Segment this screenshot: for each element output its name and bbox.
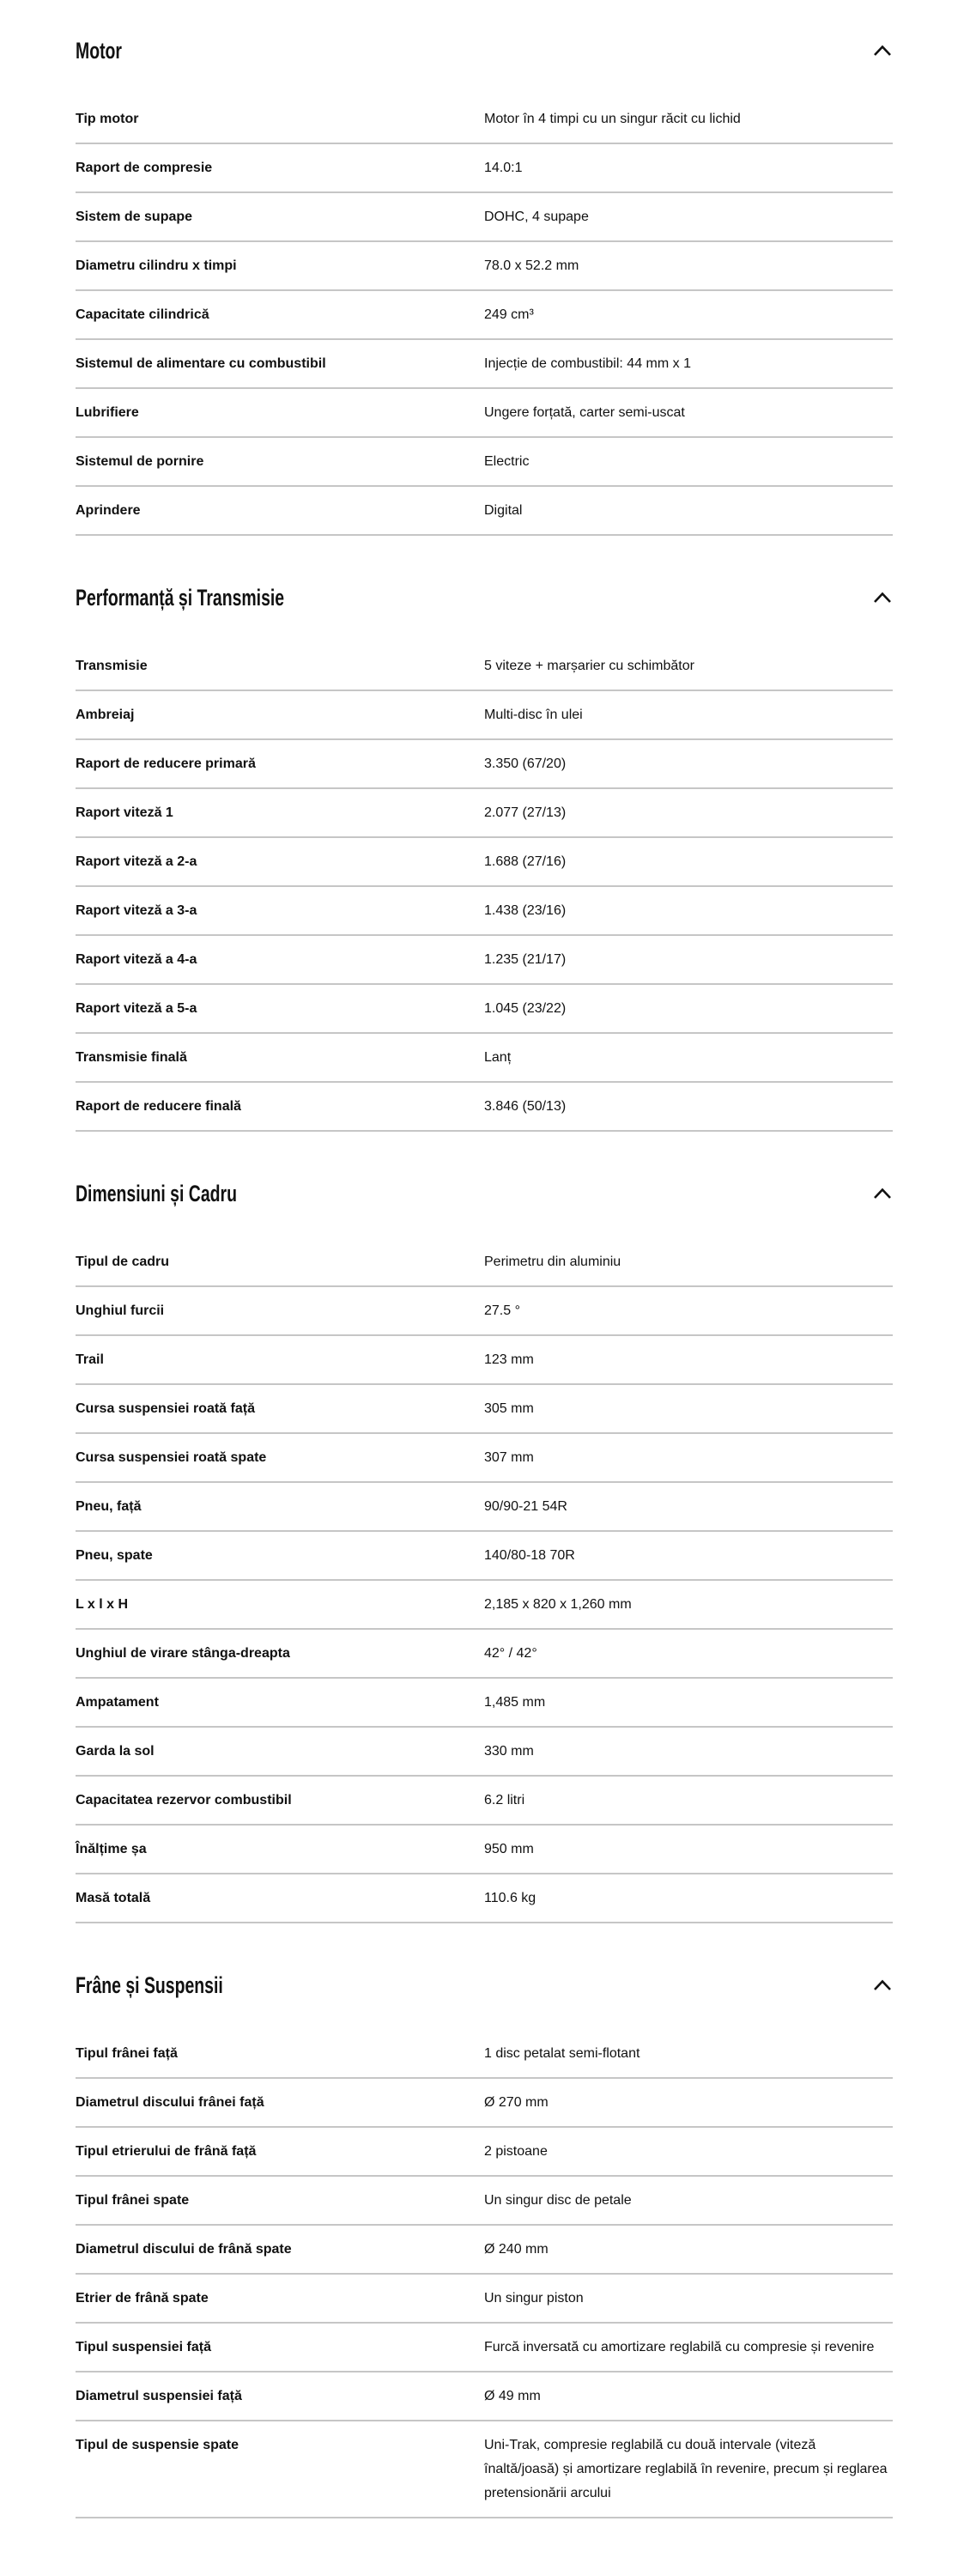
spec-label: Tipul suspensiei față [76, 2340, 211, 2354]
table-row [76, 1336, 893, 1385]
spec-section [76, 1973, 893, 2518]
spec-value: 6.2 litri [484, 1793, 525, 1807]
spec-value: 1.688 (27/16) [484, 854, 567, 869]
spec-label: Ambreiaj [76, 708, 135, 722]
spec-section [76, 1182, 893, 1923]
spec-label: Capacitate cilindrică [76, 307, 209, 322]
spec-value: 90/90-21 54R [484, 1499, 567, 1514]
section-header[interactable] [76, 1182, 893, 1206]
spec-label: Înălțime șa [76, 1842, 147, 1856]
spec-value: 1 disc petalat semi-flotant [484, 2046, 640, 2061]
spec-value: 123 mm [484, 1352, 534, 1367]
spec-value: Multi-disc în ulei [484, 708, 583, 722]
spec-label: Tipul frânei spate [76, 2193, 190, 2208]
spec-section [76, 39, 893, 536]
section-header[interactable] [76, 1973, 893, 1997]
table-row [76, 740, 893, 789]
spec-value: Uni-Trak, compresie reglabilă cu două intervale (viteză înaltă/joasă) și amortizare reglabilă în revenire, precum și reglarea pretensionării arcului [484, 2438, 888, 2500]
spec-label: Masă totală [76, 1891, 151, 1905]
spec-value: Un singur disc de petale [484, 2193, 632, 2208]
table-row [76, 1434, 893, 1483]
table-row [76, 2324, 893, 2372]
spec-label: Ampatament [76, 1695, 159, 1710]
spec-label: Pneu, spate [76, 1548, 153, 1563]
table-row [76, 1034, 893, 1083]
chevron-up-icon[interactable] [872, 44, 893, 58]
spec-value: Digital [484, 503, 523, 518]
spec-value: 1,485 mm [484, 1695, 546, 1710]
spec-value: 307 mm [484, 1450, 534, 1465]
section-title: Frâne și Suspensii [76, 1972, 223, 1998]
spec-label: Raport de compresie [76, 161, 213, 175]
spec-value: 5 viteze + marșarier cu schimbător [484, 659, 694, 673]
table-row [76, 389, 893, 438]
table-row [76, 1483, 893, 1532]
table-row [76, 291, 893, 340]
table-row [76, 487, 893, 536]
spec-label: Sistemul de pornire [76, 454, 204, 469]
table-row [76, 2177, 893, 2226]
table-row [76, 2421, 893, 2518]
spec-value: Electric [484, 454, 530, 469]
spec-value: 1.045 (23/22) [484, 1001, 567, 1016]
spec-label: Raport de reducere primară [76, 756, 256, 771]
table-row [76, 2226, 893, 2275]
spec-label: Diametru cilindru x timpi [76, 258, 237, 273]
table-row [76, 2030, 893, 2079]
table-row [76, 1777, 893, 1826]
table-row [76, 1874, 893, 1923]
spec-value: Un singur piston [484, 2291, 584, 2306]
table-row [76, 691, 893, 740]
section-header[interactable] [76, 586, 893, 610]
spec-value: 110.6 kg [484, 1891, 536, 1905]
table-row [76, 1532, 893, 1581]
section-rows [76, 95, 893, 536]
table-row [76, 438, 893, 487]
spec-value: 3.350 (67/20) [484, 756, 567, 771]
table-row [76, 1581, 893, 1630]
spec-value: Motor în 4 timpi cu un singur răcit cu lichid [484, 112, 741, 126]
table-row [76, 1679, 893, 1728]
spec-value: 950 mm [484, 1842, 534, 1856]
spec-label: Lubrifiere [76, 405, 139, 420]
spec-label: Garda la sol [76, 1744, 155, 1759]
table-row [76, 1826, 893, 1874]
spec-label: Tipul de suspensie spate [76, 2438, 239, 2452]
spec-value: DOHC, 4 supape [484, 210, 589, 224]
spec-label: Raport viteză a 4-a [76, 952, 197, 967]
spec-label: Tip motor [76, 112, 139, 126]
spec-value: 14.0:1 [484, 161, 523, 175]
spec-label: Transmisie finală [76, 1050, 187, 1065]
spec-value: Ungere forțată, carter semi-uscat [484, 405, 685, 420]
spec-label: Diametrul discului frânei față [76, 2095, 264, 2110]
spec-value: Injecție de combustibil: 44 mm x 1 [484, 356, 691, 371]
table-row [76, 95, 893, 144]
spec-label: Cursa suspensiei roată față [76, 1401, 255, 1416]
table-row [76, 2128, 893, 2177]
spec-label: Raport viteză a 5-a [76, 1001, 197, 1016]
table-row [76, 144, 893, 193]
chevron-up-icon[interactable] [872, 1978, 893, 1992]
table-row [76, 2275, 893, 2324]
spec-label: Raport viteză a 3-a [76, 903, 197, 918]
spec-label: Pneu, față [76, 1499, 142, 1514]
spec-label: Diametrul suspensiei față [76, 2389, 242, 2403]
table-row [76, 887, 893, 936]
spec-label: Sistem de supape [76, 210, 193, 224]
table-row [76, 1083, 893, 1132]
spec-value: 249 cm³ [484, 307, 534, 322]
spec-value: 140/80-18 70R [484, 1548, 575, 1563]
spec-label: Tipul de cadru [76, 1255, 170, 1269]
spec-label: Aprindere [76, 503, 141, 518]
table-row [76, 1728, 893, 1777]
spec-label: Raport viteză 1 [76, 805, 173, 820]
spec-label: Diametrul discului de frână spate [76, 2242, 292, 2257]
table-row [76, 1287, 893, 1336]
spec-value: Furcă inversată cu amortizare reglabilă cu compresie și revenire [484, 2340, 875, 2354]
table-row [76, 1630, 893, 1679]
spec-value: 42° / 42° [484, 1646, 537, 1661]
spec-label: Sistemul de alimentare cu combustibil [76, 356, 326, 371]
spec-value: 2,185 x 820 x 1,260 mm [484, 1597, 632, 1612]
table-row [76, 2372, 893, 2421]
spec-value: 330 mm [484, 1744, 534, 1759]
spec-label: Unghiul furcii [76, 1303, 165, 1318]
section-rows [76, 1238, 893, 1923]
table-row [76, 642, 893, 691]
spec-label: Transmisie [76, 659, 148, 673]
spec-value: Ø 49 mm [484, 2389, 541, 2403]
spec-value: 27.5 ° [484, 1303, 520, 1318]
table-row [76, 1385, 893, 1434]
spec-label: Cursa suspensiei roată spate [76, 1450, 267, 1465]
spec-value: 1.438 (23/16) [484, 903, 567, 918]
table-row [76, 340, 893, 389]
spec-value: 1.235 (21/17) [484, 952, 567, 967]
spec-label: Raport viteză a 2-a [76, 854, 197, 869]
table-row [76, 789, 893, 838]
spec-label: Tipul etrierului de frână față [76, 2144, 257, 2159]
spec-label: Tipul frânei față [76, 2046, 178, 2061]
spec-value: 305 mm [484, 1401, 534, 1416]
section-rows [76, 642, 893, 1132]
section-header[interactable] [76, 39, 893, 63]
section-title: Dimensiuni și Cadru [76, 1181, 237, 1206]
chevron-up-icon[interactable] [872, 591, 893, 605]
spec-label: Trail [76, 1352, 104, 1367]
table-row [76, 242, 893, 291]
table-row [76, 838, 893, 887]
spec-value: 78.0 x 52.2 mm [484, 258, 579, 273]
table-row [76, 936, 893, 985]
chevron-up-icon[interactable] [872, 1187, 893, 1200]
spec-value: 2.077 (27/13) [484, 805, 567, 820]
table-row [76, 193, 893, 242]
section-title: Motor [76, 38, 122, 64]
section-rows [76, 2030, 893, 2518]
spec-label: L x l x H [76, 1597, 129, 1612]
table-row [76, 2079, 893, 2128]
spec-label: Etrier de frână spate [76, 2291, 209, 2306]
spec-label: Unghiul de virare stânga-dreapta [76, 1646, 290, 1661]
section-title: Performanță și Transmisie [76, 585, 285, 611]
table-row [76, 1238, 893, 1287]
table-row [76, 985, 893, 1034]
spec-value: Lanț [484, 1050, 512, 1065]
spec-section [76, 586, 893, 1132]
spec-value: Ø 270 mm [484, 2095, 549, 2110]
spec-value: Ø 240 mm [484, 2242, 549, 2257]
spec-label: Capacitatea rezervor combustibil [76, 1793, 292, 1807]
spec-value: Perimetru din aluminiu [484, 1255, 621, 1269]
spec-value: 2 pistoane [484, 2144, 548, 2159]
spec-value: 3.846 (50/13) [484, 1099, 567, 1114]
spec-label: Raport de reducere finală [76, 1099, 241, 1114]
